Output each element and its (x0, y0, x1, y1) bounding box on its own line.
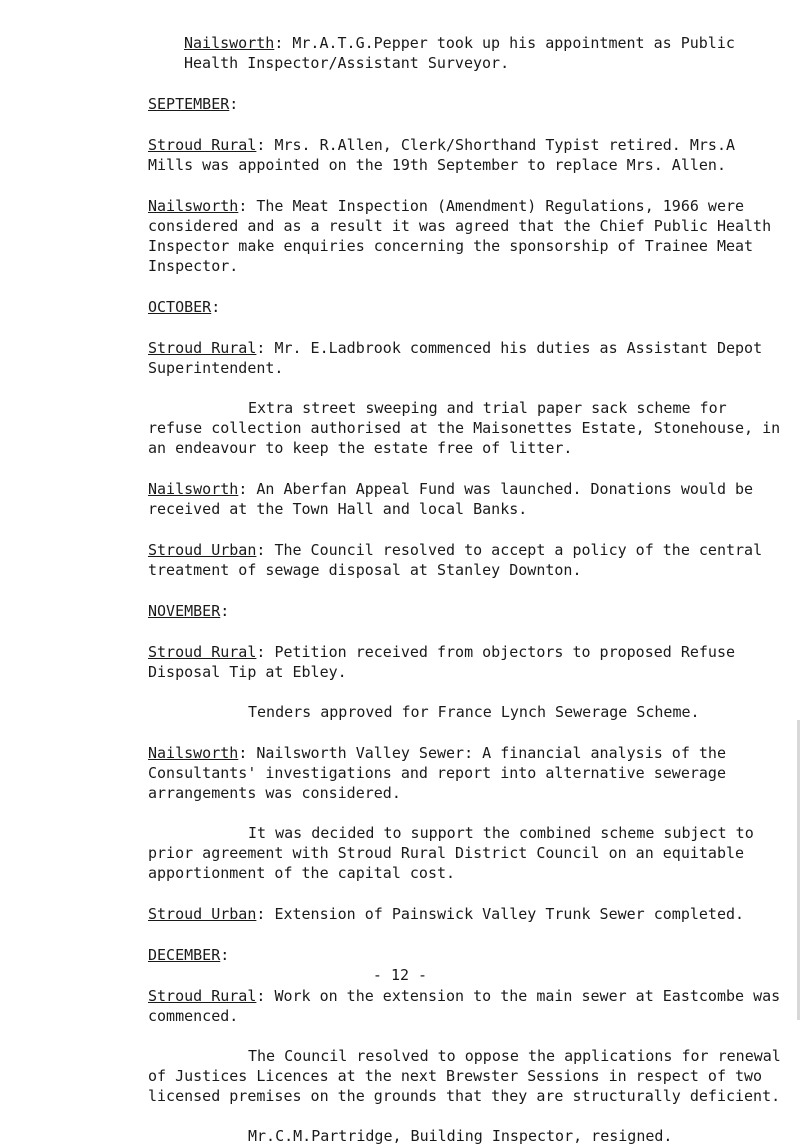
entry-text: Extension of Painswick Valley Trunk Sewer completed. (274, 905, 745, 923)
entry-text: Petition received from objectors to proposed Refuse Disposal Tip at Ebley. (148, 643, 736, 681)
entry-18: The Council resolved to oppose the applications for renewal of Justices Licences at the next Brewster Sessions in respect of two licensed premises on the grounds that they are structurally deficient. (148, 1047, 781, 1105)
entry-text: Mr.A.T.G.Pepper took up his appointment as Public Health Inspector/Assistant Surveyor. (184, 34, 735, 72)
month-december: DECEMBER: (148, 946, 230, 964)
entry-12: Tenders approved for France Lynch Sewerage Scheme. (248, 703, 700, 721)
entry-4: Nailsworth: The Meat Inspection (Amendment) Regulations, 1966 were considered and as a result it was agreed that the Chief Public Health Inspector make enquiries concerning the sponsorship of Trainee Meat Inspector. (148, 197, 772, 275)
entry-text: The Council resolved to accept a policy of the central treatment of sewage disposal at Stanley Downton. (148, 541, 763, 579)
month-heading: DECEMBER (148, 946, 221, 964)
entry-text: The Meat Inspection (Amendment) Regulations, 1966 were considered and as a result it was agreed that the Chief Public Health Inspector make enquiries concerning the sponsorship of Trainee Meat Inspector. (148, 197, 772, 275)
entry-13: Nailsworth: Nailsworth Valley Sewer: A financial analysis of the Consultants' investigations and report into alternative sewerage arrangements was considered. (148, 744, 726, 802)
entry-heading: Nailsworth (148, 480, 239, 498)
page-number: - 12 - (372, 966, 428, 984)
entry-text: Work on the extension to the main sewer at Eastcombe was commenced. (148, 987, 781, 1025)
entry-8: Nailsworth: An Aberfan Appeal Fund was launched. Donations would be received at the Town Hall and local Banks. (148, 480, 754, 518)
entry-text: Mrs. R.Allen, Clerk/Shorthand Typist retired. Mrs.A Mills was appointed on the 19th September to replace Mrs. Allen. (148, 136, 736, 174)
entry-heading: Nailsworth (148, 197, 239, 215)
entry-heading: Stroud Rural (148, 339, 257, 357)
month-october: OCTOBER: (148, 298, 221, 316)
month-november: NOVEMBER: (148, 602, 230, 620)
entry-17: Stroud Rural: Work on the extension to the main sewer at Eastcombe was commenced. (148, 987, 781, 1025)
entry-heading: Nailsworth (148, 744, 239, 762)
entry-7: Extra street sweeping and trial paper sack scheme for refuse collection authorised at the Maisonettes Estate, Stonehouse, in an endeavour to keep the estate free of litter. (148, 399, 781, 457)
entry-text: An Aberfan Appeal Fund was launched. Donations would be received at the Town Hall and local Banks. (148, 480, 754, 518)
entry-15: Stroud Urban: Extension of Painswick Valley Trunk Sewer completed. (148, 905, 745, 923)
entry-heading: Stroud Rural (148, 987, 257, 1005)
entry-text: Mr. E.Ladbrook commenced his duties as Assistant Depot Superintendent. (148, 339, 763, 377)
month-heading: NOVEMBER (148, 602, 221, 620)
entry-6: Stroud Rural: Mr. E.Ladbrook commenced his duties as Assistant Depot Superintendent. (148, 339, 763, 377)
entry-heading: Stroud Urban (148, 541, 257, 559)
entry-1: Nailsworth: Mr.A.T.G.Pepper took up his appointment as Public Health Inspector/Assistant Surveyor. (184, 34, 735, 72)
entry-19: Mr.C.M.Partridge, Building Inspector, resigned. (248, 1127, 673, 1145)
entry-11: Stroud Rural: Petition received from objectors to proposed Refuse Disposal Tip at Ebley. (148, 643, 736, 681)
month-heading: SEPTEMBER (148, 95, 230, 113)
entry-9: Stroud Urban: The Council resolved to accept a policy of the central treatment of sewage disposal at Stanley Downton. (148, 541, 763, 579)
entry-heading: Stroud Rural (148, 643, 257, 661)
month-heading: OCTOBER (148, 298, 212, 316)
entry-text: Nailsworth Valley Sewer: A financial analysis of the Consultants' investigations and report into alternative sewerage arrangements was considered. (148, 744, 726, 802)
entry-3: Stroud Rural: Mrs. R.Allen, Clerk/Shorthand Typist retired. Mrs.A Mills was appointed on the 19th September to replace Mrs. Allen. (148, 136, 736, 174)
entry-heading: Nailsworth (184, 34, 275, 52)
entry-heading: Stroud Rural (148, 136, 257, 154)
entry-14: It was decided to support the combined scheme subject to prior agreement with Stroud Rural District Council on an equitable apportionment of the capital cost. (148, 824, 754, 882)
entry-heading: Stroud Urban (148, 905, 257, 923)
month-september: SEPTEMBER: (148, 95, 239, 113)
